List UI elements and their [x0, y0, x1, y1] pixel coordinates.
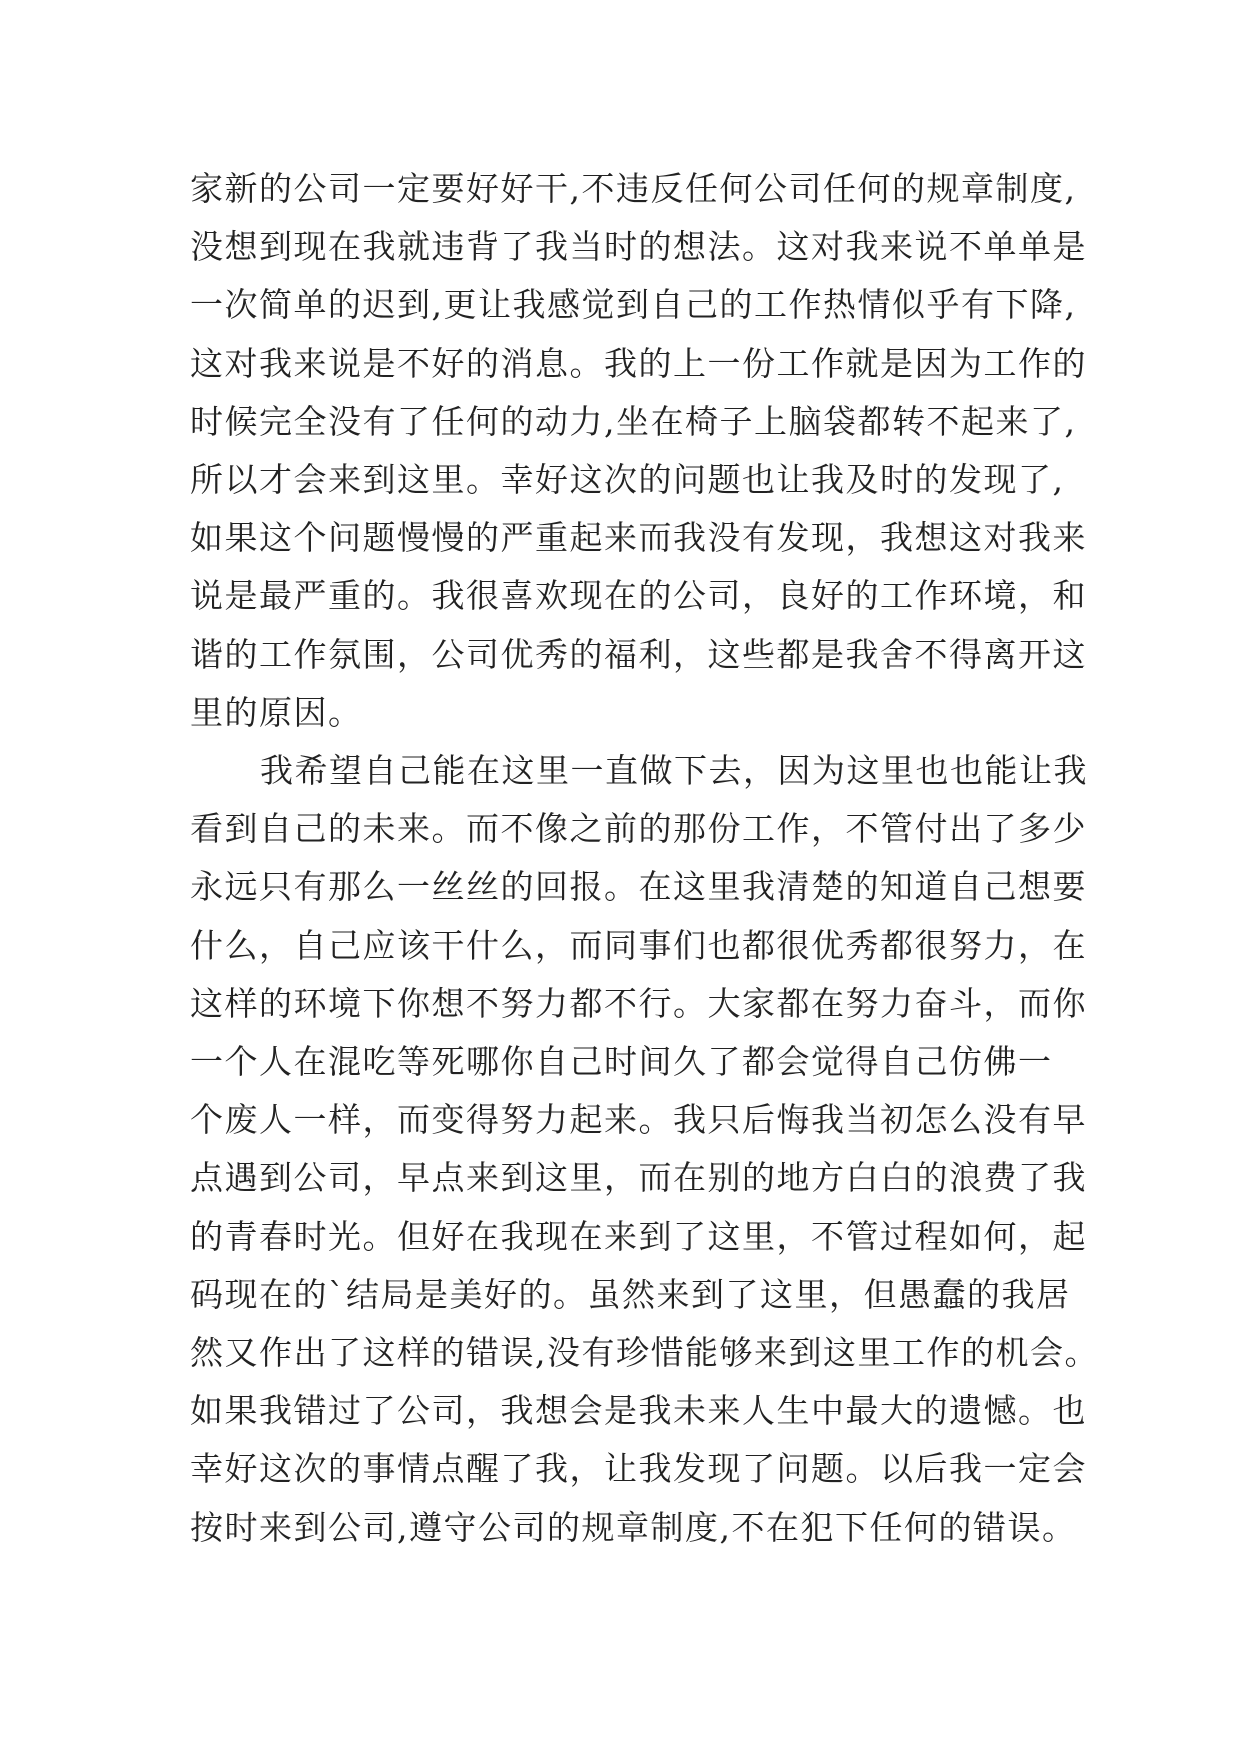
- text-line: 幸好这次的事情点醒了我，让我发现了问题。以后我一定会: [190, 1449, 1087, 1489]
- text-line: 时候完全没有了任何的动力,坐在椅子上脑袋都转不起来了,: [190, 401, 1077, 441]
- text-line: 码现在的`结局是美好的。虽然来到了这里，但愚蠢的我居: [190, 1274, 1071, 1314]
- text-line: 什么，自己应该干什么，而同事们也都很优秀都很努力，在: [190, 925, 1087, 965]
- text-line: 点遇到公司，早点来到这里，而在别的地方白白的浪费了我: [190, 1158, 1087, 1198]
- text-line: 家新的公司一定要好好干,不违反任何公司任何的规章制度,: [190, 169, 1077, 208]
- paragraph-2: [190, 742, 1099, 1557]
- text-line: 谐的工作氛围，公司优秀的福利，这些都是我舍不得离开这: [190, 634, 1087, 674]
- text-line: 一个人在混吃等死哪你自己时间久了都会觉得自己仿佛一: [190, 1042, 1053, 1082]
- text-line: 然又作出了这样的错误,没有珍惜能够来到这里工作的机会。: [190, 1333, 1099, 1373]
- text-line: 没想到现在我就违背了我当时的想法。这对我来说不单单是: [190, 227, 1087, 267]
- text-line: 里的原因。: [190, 692, 363, 732]
- text-line: 所以才会来到这里。幸好这次的问题也让我及时的发现了,: [190, 460, 1065, 500]
- text-line: 如果这个问题慢慢的严重起来而我没有发现，我想这对我来: [190, 518, 1087, 558]
- text-line: 按时来到公司,遵守公司的规章制度,不在犯下任何的错误。: [190, 1507, 1077, 1547]
- text-line: 如果我错过了公司，我想会是我未来人生中最大的遗憾。也: [190, 1391, 1087, 1431]
- text-line: 看到自己的未来。而不像之前的那份工作，不管付出了多少: [190, 809, 1087, 849]
- text-line: 一次简单的迟到,更让我感觉到自己的工作热情似乎有下降,: [190, 285, 1077, 325]
- body-text: [190, 160, 1099, 1557]
- text-line: 这样的环境下你想不努力都不行。大家都在努力奋斗，而你: [190, 983, 1087, 1023]
- text-line: 的青春时光。但好在我现在来到了这里，不管过程如何，起: [190, 1216, 1087, 1256]
- text-line: 说是最严重的。我很喜欢现在的公司，良好的工作环境，和: [190, 576, 1087, 616]
- text-line: 永远只有那么一丝丝的回报。在这里我清楚的知道自己想要: [190, 867, 1087, 907]
- text-line: 我希望自己能在这里一直做下去，因为这里也也能让我: [260, 751, 1088, 791]
- paragraph-1: [190, 160, 1090, 742]
- text-line: 这对我来说是不好的消息。我的上一份工作就是因为工作的: [190, 343, 1087, 383]
- text-line: 个废人一样，而变得努力起来。我只后悔我当初怎么没有早: [190, 1100, 1087, 1140]
